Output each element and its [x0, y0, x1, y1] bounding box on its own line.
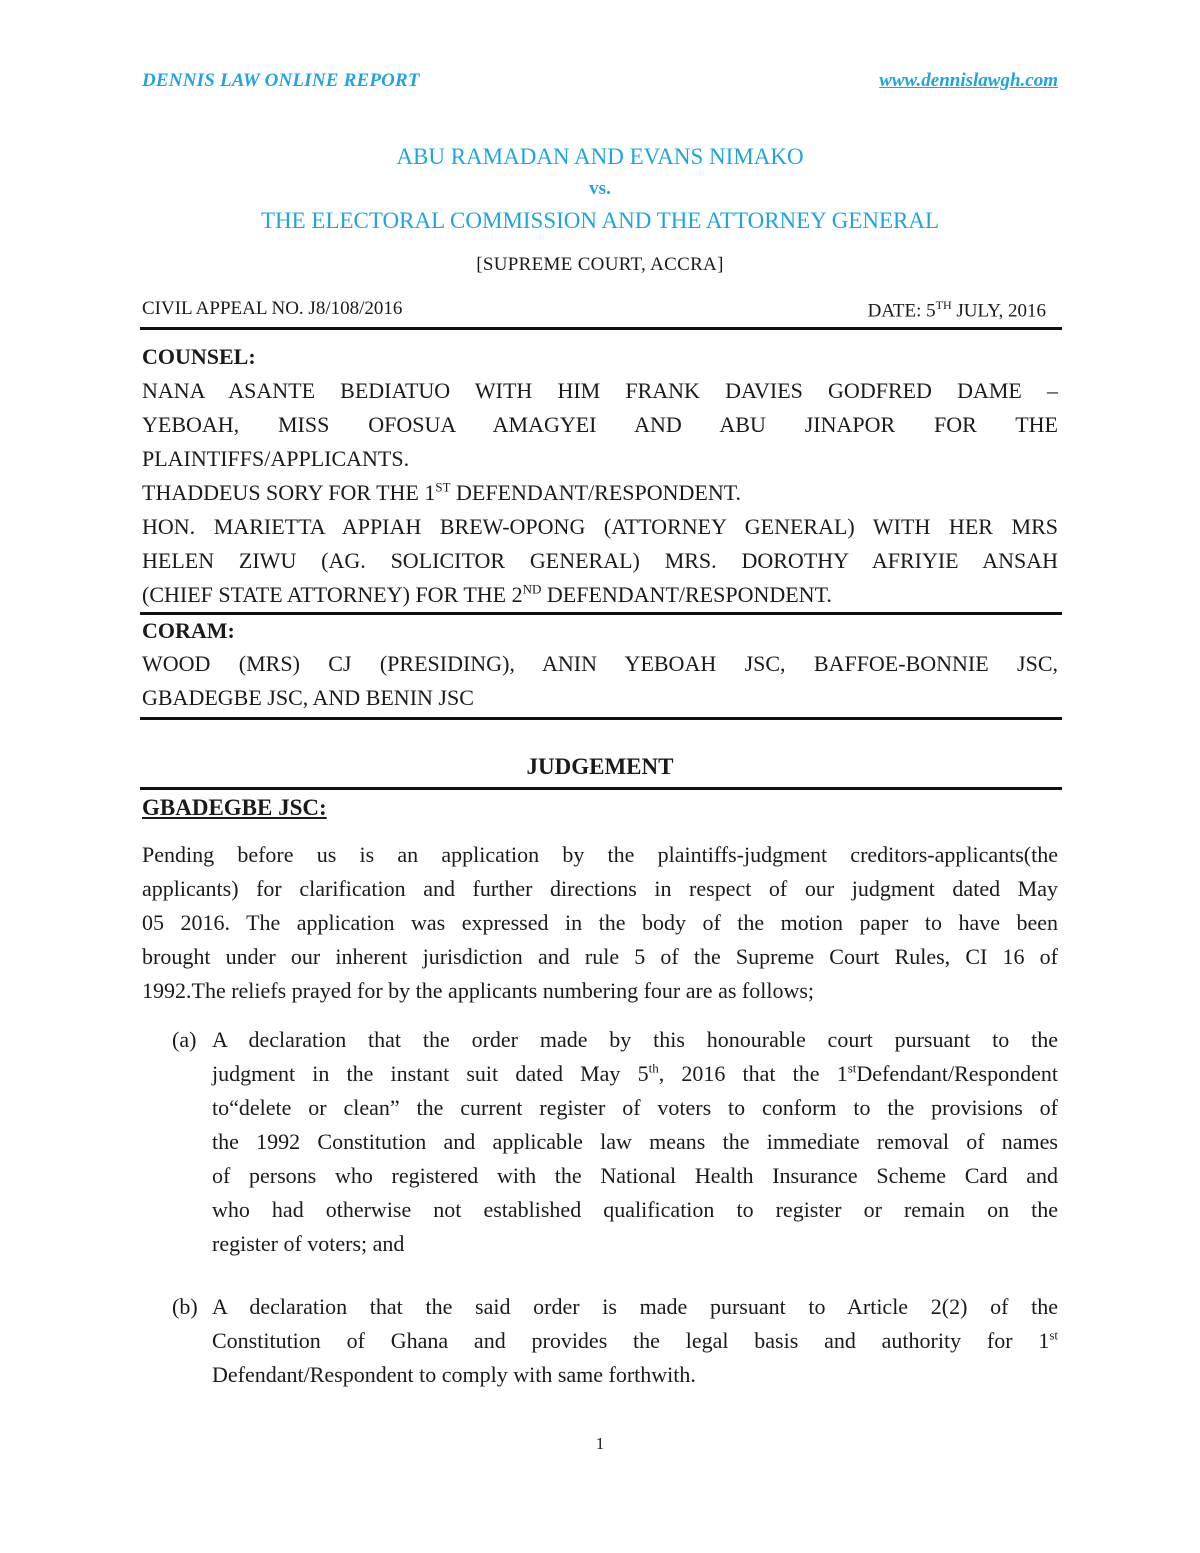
- counsel-line: PLAINTIFFS/APPLICANTS.: [142, 446, 410, 471]
- paragraph-line: Pending before us is an application by the plaintiffs-judgment creditors-applicants(the: [142, 842, 1058, 867]
- paragraph-line: applicants) for clarification and further directions in respect of our judgment dated May: [142, 876, 1058, 901]
- counsel-text: [142, 374, 1058, 612]
- relief-line: the 1992 Constitution and applicable law means the immediate removal of names: [212, 1129, 1058, 1154]
- divider-rule: [140, 717, 1062, 720]
- counsel-line: YEBOAH, MISS OFOSUA AMAGYEI AND ABU JINAPOR FOR THE: [142, 412, 1058, 437]
- relief-line: A declaration that the said order is made pursuant to Article 2(2) of the: [212, 1294, 1058, 1319]
- divider-rule: [140, 327, 1062, 330]
- judge-name: GBADEGBE JSC:: [142, 795, 327, 820]
- relief-line: judgment in the instant suit dated May 5th, 2016 that the 1stDefendant/Respondent: [212, 1060, 1058, 1086]
- case-parties: [142, 142, 1058, 236]
- publisher-website-link[interactable]: www.dennislawgh.com: [879, 70, 1058, 91]
- defendants-names: THE ELECTORAL COMMISSION AND THE ATTORNEY GENERAL: [260, 208, 940, 233]
- coram-line: WOOD (MRS) CJ (PRESIDING), ANIN YEBOAH JSC, BAFFOE-BONNIE JSC,: [142, 651, 1058, 676]
- court-name: [SUPREME COURT, ACCRA]: [476, 254, 724, 275]
- coram-line: GBADEGBE JSC, AND BENIN JSC: [142, 685, 474, 710]
- judgement-paragraph: [142, 838, 1058, 1008]
- relief-line: to“delete or clean” the current register of voters to conform to the provisions of: [212, 1095, 1058, 1120]
- coram-label: CORAM:: [142, 618, 235, 643]
- relief-line: Constitution of Ghana and provides the legal basis and authority for 1st: [212, 1327, 1058, 1353]
- counsel-line: HON. MARIETTA APPIAH BREW-OPONG (ATTORNEY GENERAL) WITH HER MRS: [142, 514, 1058, 539]
- divider-rule: [140, 787, 1062, 790]
- case-info-row: [142, 298, 1058, 322]
- relief-line: Defendant/Respondent to comply with same forthwith.: [212, 1362, 696, 1387]
- counsel-line: NANA ASANTE BEDIATUO WITH HIM FRANK DAVIES GODFRED DAME –: [142, 378, 1058, 403]
- divider-rule: [140, 612, 1062, 615]
- relief-line: of persons who registered with the National Health Insurance Scheme Card and: [212, 1163, 1058, 1188]
- paragraph-line: 1992.The reliefs prayed for by the applicants numbering four are as follows;: [142, 978, 815, 1003]
- relief-line: register of voters; and: [212, 1231, 405, 1256]
- relief-text: [212, 1290, 1058, 1392]
- paragraph-line: brought under our inherent jurisdiction and rule 5 of the Supreme Court Rules, CI 16 of: [142, 944, 1058, 969]
- coram-text: [142, 647, 1058, 715]
- relief-letter: (b): [172, 1294, 198, 1319]
- plaintiffs-names: ABU RAMADAN AND EVANS NIMAKO: [396, 144, 804, 169]
- paragraph-line: 05 2016. The application was expressed in the body of the motion paper to have been: [142, 910, 1058, 935]
- relief-text: [212, 1023, 1058, 1261]
- relief-letter: (a): [172, 1027, 197, 1052]
- counsel-label: COUNSEL:: [142, 344, 256, 369]
- case-date: DATE: 5TH JULY, 2016: [867, 298, 1046, 322]
- counsel-line: HELEN ZIWU (AG. SOLICITOR GENERAL) MRS. DOROTHY AFRIYIE ANSAH: [142, 548, 1058, 573]
- case-number: CIVIL APPEAL NO. J8/108/2016: [142, 298, 403, 319]
- relief-line: who had otherwise not established qualification to register or remain on the: [212, 1197, 1058, 1222]
- counsel-line: (CHIEF STATE ATTORNEY) FOR THE 2ND DEFENDANT/RESPONDENT.: [142, 581, 832, 607]
- running-header: [142, 70, 1058, 96]
- page-number: 1: [595, 1434, 605, 1453]
- judgement-title: JUDGEMENT: [526, 754, 674, 779]
- relief-line: A declaration that the order made by this honourable court pursuant to the: [212, 1027, 1058, 1052]
- counsel-line: THADDEUS SORY FOR THE 1ST DEFENDANT/RESPONDENT.: [142, 479, 742, 505]
- versus-label: vs.: [589, 178, 611, 199]
- publisher-name: DENNIS LAW ONLINE REPORT: [142, 70, 420, 91]
